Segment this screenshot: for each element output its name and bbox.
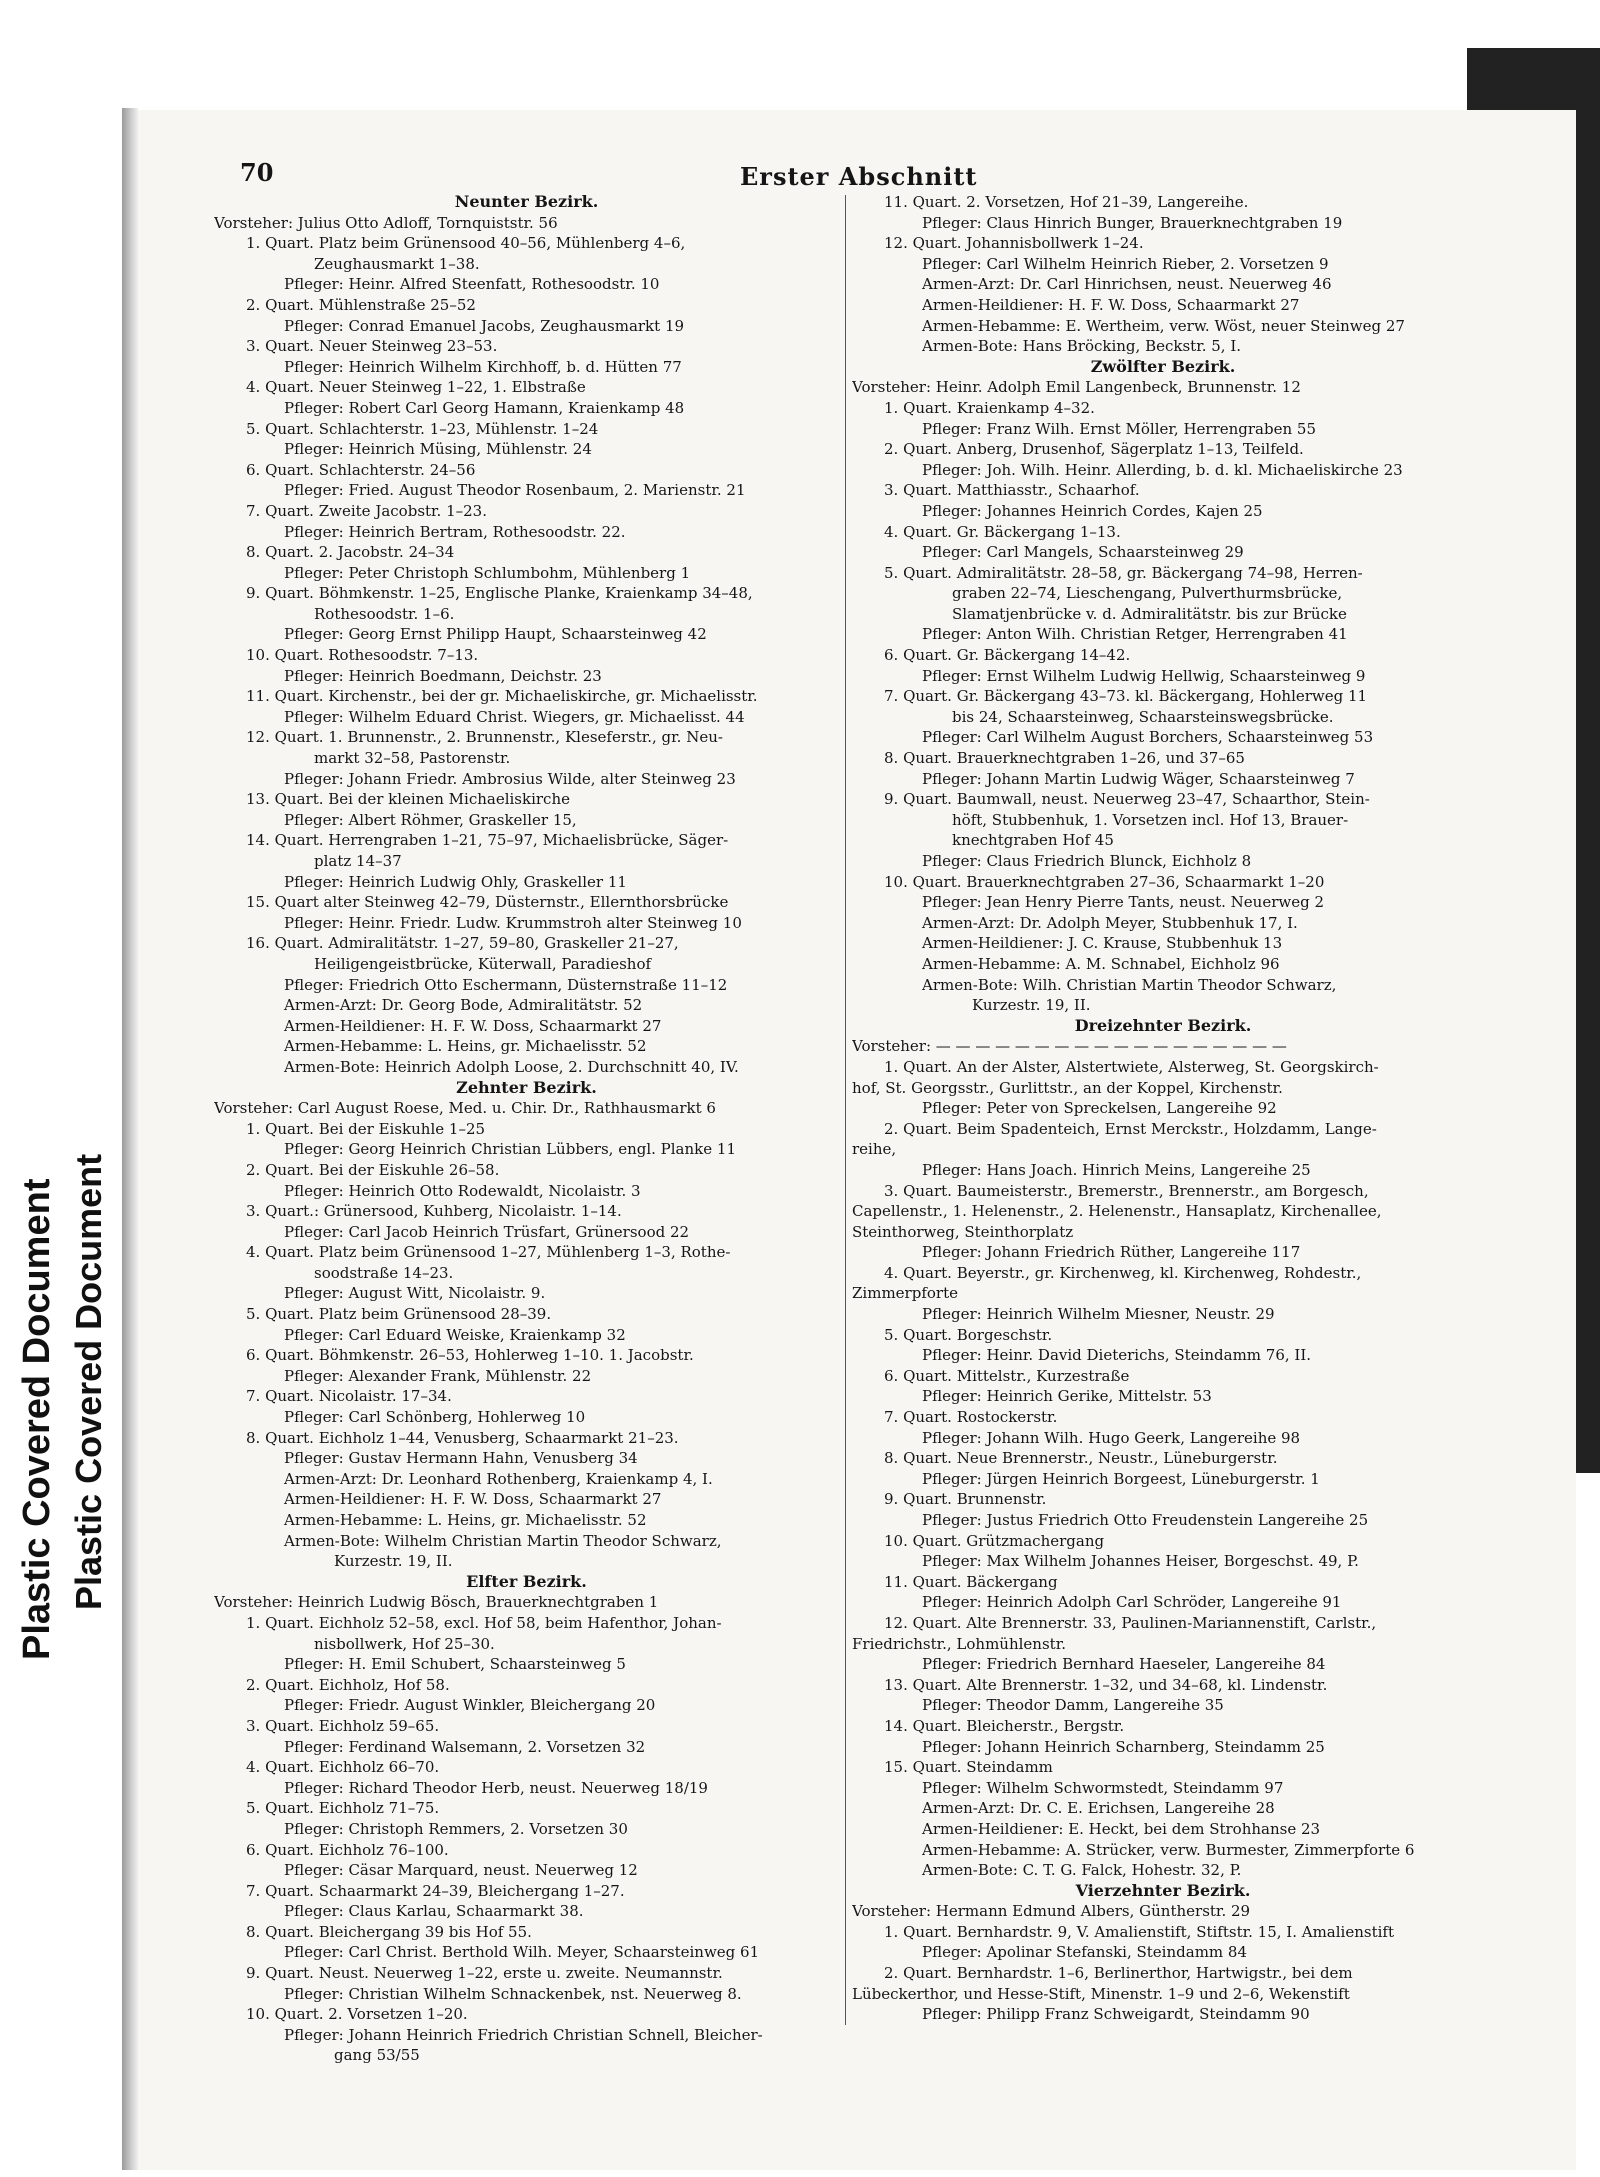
entry-line: 4. Quart. Eichholz 66–70. bbox=[246, 1758, 440, 1777]
entry-line: markt 32–58, Pastorenstr. bbox=[314, 749, 511, 768]
entry-line: Armen-Bote: Wilhelm Christian Martin Theodor Schwarz, bbox=[284, 1531, 722, 1550]
entry-line: Pfleger: Anton Wilh. Christian Retger, Herrengraben 41 bbox=[922, 625, 1348, 644]
entry-line: Armen-Heildiener: J. C. Krause, Stubbenhuk 13 bbox=[922, 934, 1283, 953]
entry-line: 13. Quart. Bei der kleinen Michaeliskirche bbox=[246, 790, 570, 809]
entry-line: Armen-Hebamme: A. Strücker, verw. Burmester, Zimmerpforte 6 bbox=[922, 1840, 1415, 1859]
entry-line: 7. Quart. Nicolaistr. 17–34. bbox=[246, 1387, 452, 1406]
entry-line: 13. Quart. Alte Brennerstr. 1–32, und 34–68, kl. Lindenstr. bbox=[884, 1675, 1328, 1694]
entry-line: 3. Quart. Matthiasstr., Schaarhof. bbox=[884, 481, 1140, 500]
entry-line: Pfleger: Johann Heinrich Friedrich Christian Schnell, Bleicher- bbox=[284, 2025, 763, 2044]
entry-line: Pfleger: Heinrich Otto Rodewaldt, Nicolaistr. 3 bbox=[284, 1181, 641, 1200]
entry-line: Pfleger: Carl Mangels, Schaarsteinweg 29 bbox=[922, 543, 1244, 562]
entry-line: platz 14–37 bbox=[314, 852, 402, 870]
entry-line: 11. Quart. Bäckergang bbox=[884, 1572, 1058, 1591]
entry-line: 8. Quart. Bleichergang 39 bis Hof 55. bbox=[246, 1922, 532, 1941]
entry-line: Armen-Bote: Hans Bröcking, Beckstr. 5, I. bbox=[922, 337, 1242, 356]
entry-line: Kurzestr. 19, II. bbox=[334, 1552, 453, 1571]
entry-line: 8. Quart. Brauerknechtgraben 1–26, und 37–65 bbox=[884, 749, 1245, 768]
entry-line: 12. Quart. 1. Brunnenstr., 2. Brunnenstr., Kleseferstr., gr. Neu- bbox=[246, 728, 723, 747]
entry-line: Pfleger: Georg Heinrich Christian Lübbers, engl. Planke 11 bbox=[284, 1140, 736, 1159]
entry-line: Pfleger: Jean Henry Pierre Tants, neust. Neuerweg 2 bbox=[922, 893, 1324, 912]
entry-line: 11. Quart. Kirchenstr., bei der gr. Michaeliskirche, gr. Michaelisstr. bbox=[246, 687, 758, 706]
entry-line: Armen-Hebamme: A. M. Schnabel, Eichholz 96 bbox=[922, 954, 1280, 973]
side-label-vertical bbox=[16, 560, 109, 1660]
entry-line: 4. Quart. Neuer Steinweg 1–22, 1. Elbstraße bbox=[246, 378, 586, 397]
entry-line: Armen-Heildiener: H. F. W. Doss, Schaarmarkt 27 bbox=[284, 1490, 662, 1509]
entry-line: 15. Quart. Steindamm bbox=[884, 1758, 1053, 1777]
entry-line: Steinthorweg, Steinthorplatz bbox=[852, 1222, 1074, 1241]
entry-line: Pfleger: Johann Friedrich Rüther, Langereihe 117 bbox=[922, 1243, 1301, 1262]
entry-line: 6. Quart. Mittelstr., Kurzestraße bbox=[884, 1366, 1130, 1385]
entry-line: Pfleger: Wilhelm Schwormstedt, Steindamm 97 bbox=[922, 1778, 1284, 1797]
entry-line: Pfleger: Apolinar Stefanski, Steindamm 84 bbox=[922, 1943, 1247, 1962]
entry-line: 15. Quart alter Steinweg 42–79, Düsternstr., Ellernthorsbrücke bbox=[246, 893, 729, 912]
entry-line: 10. Quart. Rothesoodstr. 7–13. bbox=[246, 646, 479, 665]
entry-line: 2. Quart. Eichholz, Hof 58. bbox=[246, 1675, 450, 1694]
entry-line: Pfleger: Franz Wilh. Ernst Möller, Herrengraben 55 bbox=[922, 419, 1316, 438]
entry-line: 11. Quart. 2. Vorsetzen, Hof 21–39, Langereihe. bbox=[884, 193, 1249, 211]
entry-line: 14. Quart. Herrengraben 1–21, 75–97, Michaelisbrücke, Säger- bbox=[246, 831, 729, 850]
entry-line: Vorsteher: Heinr. Adolph Emil Langenbeck, Brunnenstr. 12 bbox=[852, 378, 1301, 397]
entry-line: Pfleger: Conrad Emanuel Jacobs, Zeughausmarkt 19 bbox=[284, 316, 685, 335]
entry-line: Pfleger: Carl Jacob Heinrich Trüsfart, Grünersood 22 bbox=[284, 1222, 690, 1241]
entry-line: Pfleger: Claus Karlau, Schaarmarkt 38. bbox=[284, 1902, 584, 1921]
entry-line: Pfleger: Heinrich Boedmann, Deichstr. 23 bbox=[284, 666, 602, 685]
entry-line: 6. Quart. Böhmkenstr. 26–53, Hohlerweg 1–10. 1. Jacobstr. bbox=[246, 1346, 694, 1365]
entry-line: 9. Quart. Neust. Neuerweg 1–22, erste u. zweite. Neumannstr. bbox=[246, 1964, 723, 1983]
entry-line: Pfleger: Carl Wilhelm August Borchers, Schaarsteinweg 53 bbox=[922, 728, 1374, 747]
entry-line: 4. Quart. Platz beim Grünensood 1–27, Mühlenberg 1–3, Rothe- bbox=[246, 1243, 731, 1262]
entry-line: 12. Quart. Alte Brennerstr. 33, Paulinen-Mariannenstift, Carlstr., bbox=[884, 1613, 1377, 1632]
entry-line: 5. Quart. Schlachterstr. 1–23, Mühlenstr. 1–24 bbox=[246, 419, 599, 438]
entry-line: 2. Quart. Beim Spadenteich, Ernst Merckstr., Holzdamm, Lange- bbox=[884, 1119, 1377, 1138]
entry-line: Pfleger: Claus Friedrich Blunck, Eichholz 8 bbox=[922, 852, 1252, 870]
entry-line: 5. Quart. Eichholz 71–75. bbox=[246, 1799, 440, 1818]
district-heading: Vierzehnter Bezirk. bbox=[1075, 1880, 1251, 1900]
entry-line: Heiligengeistbrücke, Küterwall, Paradieshof bbox=[314, 954, 652, 973]
entry-line: Pfleger: Claus Hinrich Bunger, Brauerknechtgraben 19 bbox=[922, 213, 1343, 232]
entry-line: Pfleger: Heinrich Adolph Carl Schröder, Langereihe 91 bbox=[922, 1593, 1342, 1612]
entry-line: Pfleger: Robert Carl Georg Hamann, Kraienkamp 48 bbox=[284, 398, 685, 417]
entry-line: 7. Quart. Schaarmarkt 24–39, Bleichergang 1–27. bbox=[246, 1881, 625, 1900]
entry-line: Pfleger: Johann Wilh. Hugo Geerk, Langereihe 98 bbox=[922, 1428, 1301, 1447]
entry-line: Pfleger: August Witt, Nicolaistr. 9. bbox=[284, 1284, 546, 1303]
district-heading: Neunter Bezirk. bbox=[454, 192, 599, 211]
entry-line: 1. Quart. Eichholz 52–58, excl. Hof 58, beim Hafenthor, Johan- bbox=[246, 1613, 722, 1632]
entry-line: Armen-Arzt: Dr. Georg Bode, Admiralitätstr. 52 bbox=[284, 996, 643, 1015]
page-number: 70 bbox=[240, 158, 274, 187]
entry-line: höft, Stubbenhuk, 1. Vorsetzen incl. Hof 13, Brauer- bbox=[952, 810, 1349, 829]
entry-line: Pfleger: Christoph Remmers, 2. Vorsetzen 30 bbox=[284, 1819, 628, 1838]
entry-line: soodstraße 14–23. bbox=[314, 1263, 454, 1282]
entry-line: Pfleger: Heinrich Wilhelm Kirchhoff, b. d. Hütten 77 bbox=[284, 357, 682, 376]
entry-line: Pfleger: Ferdinand Walsemann, 2. Vorsetzen 32 bbox=[284, 1737, 646, 1756]
entry-line: 10. Quart. 2. Vorsetzen 1–20. bbox=[246, 2005, 468, 2024]
entry-line: Pfleger: Gustav Hermann Hahn, Venusberg 34 bbox=[284, 1449, 638, 1468]
entry-line: 3. Quart. Eichholz 59–65. bbox=[246, 1716, 440, 1735]
page-title: Erster Abschnitt bbox=[740, 162, 978, 191]
entry-line: Pfleger: Johann Friedr. Ambrosius Wilde, alter Steinweg 23 bbox=[284, 769, 736, 788]
entry-line: 2. Quart. Bernhardstr. 1–6, Berlinerthor, Hartwigstr., bei dem bbox=[884, 1964, 1353, 1983]
entry-line: Pfleger: Carl Wilhelm Heinrich Rieber, 2. Vorsetzen 9 bbox=[922, 254, 1329, 273]
entry-line: 3. Quart.: Grünersood, Kuhberg, Nicolaistr. 1–14. bbox=[246, 1202, 622, 1221]
entry-line: reihe, bbox=[852, 1140, 897, 1159]
entry-line: Pfleger: Justus Friedrich Otto Freudenstein Langereihe 25 bbox=[922, 1511, 1369, 1529]
entry-line: 6. Quart. Schlachterstr. 24–56 bbox=[246, 460, 476, 479]
entry-line: graben 22–74, Lieschengang, Pulverthurmsbrücke, bbox=[952, 584, 1343, 603]
entry-line: Armen-Arzt: Dr. Leonhard Rothenberg, Kraienkamp 4, I. bbox=[284, 1469, 713, 1488]
entry-line: Pfleger: H. Emil Schubert, Schaarsteinweg 5 bbox=[284, 1655, 626, 1674]
entry-line: 2. Quart. Mühlenstraße 25–52 bbox=[246, 295, 476, 314]
entry-line: Pfleger: Alexander Frank, Mühlenstr. 22 bbox=[284, 1366, 592, 1385]
entry-line: Lübeckerthor, und Hesse-Stift, Minenstr. 1–9 und 2–6, Wekenstift bbox=[852, 1984, 1350, 2003]
entry-line: Pfleger: Carl Eduard Weiske, Kraienkamp 32 bbox=[284, 1325, 626, 1344]
entry-line: 1. Quart. Kraienkamp 4–32. bbox=[884, 398, 1095, 417]
entry-line: Pfleger: Heinrich Ludwig Ohly, Graskeller 11 bbox=[284, 872, 627, 891]
entry-line: 9. Quart. Brunnenstr. bbox=[884, 1490, 1047, 1509]
entry-line: Armen-Arzt: Dr. Carl Hinrichsen, neust. Neuerweg 46 bbox=[922, 275, 1332, 294]
entry-line: Pfleger: Johann Martin Ludwig Wäger, Schaarsteinweg 7 bbox=[922, 769, 1355, 788]
entry-line: Armen-Arzt: Dr. C. E. Erichsen, Langereihe 28 bbox=[922, 1799, 1275, 1818]
entry-line: Slamatjenbrücke v. d. Admiralitätstr. bis zur Brücke bbox=[952, 604, 1347, 623]
entry-line: Armen-Heildiener: E. Heckt, bei dem Strohhanse 23 bbox=[922, 1819, 1321, 1838]
entry-line: Armen-Hebamme: E. Wertheim, verw. Wöst, neuer Steinweg 27 bbox=[922, 316, 1405, 335]
entry-line: 1. Quart. Platz beim Grünensood 40–56, Mühlenberg 4–6, bbox=[246, 234, 686, 253]
entry-line: 12. Quart. Johannisbollwerk 1–24. bbox=[884, 234, 1144, 253]
entry-line: Pfleger: Ernst Wilhelm Ludwig Hellwig, Schaarsteinweg 9 bbox=[922, 666, 1366, 685]
entry-line: Pfleger: Friedr. August Winkler, Bleichergang 20 bbox=[284, 1696, 656, 1715]
entry-line: Armen-Hebamme: L. Heins, gr. Michaelisstr. 52 bbox=[284, 1037, 647, 1056]
entry-line: 3. Quart. Neuer Steinweg 23–53. bbox=[246, 337, 498, 356]
entry-line: Pfleger: Johann Heinrich Scharnberg, Steindamm 25 bbox=[922, 1737, 1325, 1756]
entry-line: Rothesoodstr. 1–6. bbox=[314, 604, 455, 623]
entry-line: Pfleger: Heinr. Friedr. Ludw. Krummstroh alter Steinweg 10 bbox=[284, 913, 742, 932]
entry-line: 5. Quart. Borgeschstr. bbox=[884, 1325, 1053, 1344]
entry-line: 1. Quart. Bernhardstr. 9, V. Amalienstift, Stiftstr. 15, I. Amalienstift bbox=[884, 1922, 1394, 1941]
entry-line: Pfleger: Philipp Franz Schweigardt, Steindamm 90 bbox=[922, 2005, 1310, 2024]
entry-line: Vorsteher: Julius Otto Adloff, Tornquiststr. 56 bbox=[214, 213, 558, 232]
entry-line: 5. Quart. Admiralitätstr. 28–58, gr. Bäckergang 74–98, Herren- bbox=[884, 563, 1363, 582]
entry-line: Pfleger: Hans Joach. Hinrich Meins, Langereihe 25 bbox=[922, 1160, 1311, 1179]
entry-line: gang 53/55 bbox=[334, 2046, 420, 2065]
entry-line: Pfleger: Joh. Wilh. Heinr. Allerding, b. d. kl. Michaeliskirche 23 bbox=[922, 460, 1403, 479]
entry-line: Pfleger: Wilhelm Eduard Christ. Wiegers, gr. Michaelisst. 44 bbox=[284, 707, 745, 726]
entry-line: Pfleger: Peter von Spreckelsen, Langereihe 92 bbox=[922, 1099, 1277, 1118]
entry-line: 7. Quart. Rostockerstr. bbox=[884, 1408, 1058, 1427]
entry-line: 7. Quart. Zweite Jacobstr. 1–23. bbox=[246, 501, 487, 520]
side-label-partial: Plastic Covered Document bbox=[16, 1178, 58, 1660]
entry-line: Armen-Hebamme: L. Heins, gr. Michaelisstr. 52 bbox=[284, 1511, 647, 1529]
entry-line: Pfleger: Peter Christoph Schlumbohm, Mühlenberg 1 bbox=[284, 563, 691, 582]
entry-line: 2. Quart. Anberg, Drusenhof, Sägerplatz 1–13, Teilfeld. bbox=[884, 440, 1304, 459]
page-binding-edge bbox=[122, 108, 138, 2170]
entry-line: Pfleger: Carl Christ. Berthold Wilh. Meyer, Schaarsteinweg 61 bbox=[284, 1943, 760, 1962]
entry-line: knechtgraben Hof 45 bbox=[952, 831, 1114, 850]
right-column bbox=[852, 192, 1474, 2025]
entry-line: Pfleger: Albert Röhmer, Graskeller 15, bbox=[284, 810, 577, 829]
entry-line: Pfleger: Heinrich Müsing, Mühlenstr. 24 bbox=[284, 440, 592, 459]
entry-line: 2. Quart. Bei der Eiskuhle 26–58. bbox=[246, 1160, 500, 1179]
entry-line: Armen-Arzt: Dr. Adolph Meyer, Stubbenhuk 17, I. bbox=[922, 913, 1298, 932]
entry-line: Vorsteher: Hermann Edmund Albers, Güntherstr. 29 bbox=[852, 1902, 1251, 1921]
entry-line: Armen-Heildiener: H. F. W. Doss, Schaarmarkt 27 bbox=[922, 295, 1300, 314]
entry-line: 1. Quart. An der Alster, Alstertwiete, Alsterweg, St. Georgskirch- bbox=[884, 1057, 1379, 1076]
district-heading: Zehnter Bezirk. bbox=[456, 1077, 597, 1097]
entry-line: Pfleger: Richard Theodor Herb, neust. Neuerweg 18/19 bbox=[284, 1778, 708, 1797]
entry-line: Pfleger: Heinrich Wilhelm Miesner, Neustr. 29 bbox=[922, 1305, 1275, 1324]
entry-line: 16. Quart. Admiralitätstr. 1–27, 59–80, Graskeller 21–27, bbox=[246, 934, 679, 953]
entry-line: Pfleger: Heinrich Gerike, Mittelstr. 53 bbox=[922, 1387, 1212, 1406]
entry-line: hof, St. Georgsstr., Gurlittstr., an der Koppel, Kirchenstr. bbox=[852, 1078, 1283, 1097]
entry-line: 5. Quart. Platz beim Grünensood 28–39. bbox=[246, 1305, 552, 1324]
entry-line: Pfleger: Jürgen Heinrich Borgeest, Lüneburgerstr. 1 bbox=[922, 1469, 1320, 1488]
entry-line: Pfleger: Max Wilhelm Johannes Heiser, Borgeschst. 49, P. bbox=[922, 1552, 1359, 1571]
entry-line: Pfleger: Fried. August Theodor Rosenbaum, 2. Marienstr. 21 bbox=[284, 481, 746, 500]
left-column bbox=[214, 192, 839, 2066]
column-divider bbox=[845, 195, 846, 2025]
entry-line: Pfleger: Christian Wilhelm Schnackenbek, nst. Neuerweg 8. bbox=[284, 1984, 742, 2003]
entry-line: 10. Quart. Grützmachergang bbox=[884, 1531, 1105, 1550]
entry-line: Pfleger: Theodor Damm, Langereihe 35 bbox=[922, 1696, 1224, 1715]
entry-line: 7. Quart. Gr. Bäckergang 43–73. kl. Bäckergang, Hohlerweg 11 bbox=[884, 687, 1368, 706]
entry-line: Vorsteher: Carl August Roese, Med. u. Chir. Dr., Rathhausmarkt 6 bbox=[214, 1099, 716, 1118]
entry-line: 9. Quart. Böhmkenstr. 1–25, Englische Planke, Kraienkamp 34–48, bbox=[246, 584, 753, 603]
entry-line: Armen-Heildiener: H. F. W. Doss, Schaarmarkt 27 bbox=[284, 1016, 662, 1035]
entry-line: Pfleger: Georg Ernst Philipp Haupt, Schaarsteinweg 42 bbox=[284, 625, 707, 644]
entry-line: 4. Quart. Gr. Bäckergang 1–13. bbox=[884, 522, 1121, 541]
entry-line: 9. Quart. Baumwall, neust. Neuerweg 23–47, Schaarthor, Stein- bbox=[884, 790, 1370, 809]
entry-line: 4. Quart. Beyerstr., gr. Kirchenweg, kl. Kirchenweg, Rohdestr., bbox=[884, 1263, 1362, 1282]
entry-line: Armen-Bote: Wilh. Christian Martin Theodor Schwarz, bbox=[922, 975, 1337, 994]
entry-line: 8. Quart. Eichholz 1–44, Venusberg, Schaarmarkt 21–23. bbox=[246, 1428, 679, 1447]
entry-line: bis 24, Schaarsteinweg, Schaarsteinswegsbrücke. bbox=[952, 707, 1334, 726]
entry-line: Pfleger: Friedrich Bernhard Haeseler, Langereihe 84 bbox=[922, 1655, 1326, 1674]
entry-line: 8. Quart. Neue Brennerstr., Neustr., Lüneburgerstr. bbox=[884, 1449, 1278, 1468]
entry-line: 14. Quart. Bleicherstr., Bergstr. bbox=[884, 1716, 1125, 1735]
side-label: Plastic Covered Document bbox=[68, 1153, 109, 1610]
entry-line: Vorsteher: — — — — — — — — — — — — — — — — — — bbox=[852, 1037, 1287, 1056]
entry-line: Pfleger: Heinrich Bertram, Rothesoodstr. 22. bbox=[284, 522, 626, 541]
entry-line: Kurzestr. 19, II. bbox=[972, 996, 1091, 1015]
entry-line: 3. Quart. Baumeisterstr., Bremerstr., Brennerstr., am Borgesch, bbox=[884, 1181, 1369, 1200]
entry-line: Pfleger: Heinr. Alfred Steenfatt, Rothesoodstr. 10 bbox=[284, 275, 660, 294]
entry-line: Pfleger: Heinr. David Dieterichs, Steindamm 76, II. bbox=[922, 1346, 1312, 1365]
entry-line: Pfleger: Johannes Heinrich Cordes, Kajen 25 bbox=[922, 501, 1263, 520]
entry-line: Pfleger: Cäsar Marquard, neust. Neuerweg 12 bbox=[284, 1861, 638, 1880]
entry-line: Zeughausmarkt 1–38. bbox=[314, 254, 480, 273]
entry-line: 8. Quart. 2. Jacobstr. 24–34 bbox=[246, 543, 455, 562]
entry-line: 10. Quart. Brauerknechtgraben 27–36, Schaarmarkt 1–20 bbox=[884, 872, 1325, 891]
entry-line: Vorsteher: Heinrich Ludwig Bösch, Brauerknechtgraben 1 bbox=[214, 1593, 659, 1612]
entry-line: Armen-Bote: C. T. G. Falck, Hohestr. 32, P. bbox=[922, 1861, 1242, 1880]
entry-line: Pfleger: Friedrich Otto Eschermann, Düsternstraße 11–12 bbox=[284, 975, 728, 994]
district-heading: Zwölfter Bezirk. bbox=[1090, 356, 1236, 376]
entry-line: 6. Quart. Eichholz 76–100. bbox=[246, 1840, 449, 1859]
entry-line: nisbollwerk, Hof 25–30. bbox=[314, 1634, 495, 1653]
entry-line: Capellenstr., 1. Helenenstr., 2. Helenenstr., Hansaplatz, Kirchenallee, bbox=[852, 1202, 1382, 1221]
entry-line: Zimmerpforte bbox=[852, 1284, 958, 1303]
entry-line: Armen-Bote: Heinrich Adolph Loose, 2. Durchschnitt 40, IV. bbox=[284, 1057, 739, 1076]
entry-line: 6. Quart. Gr. Bäckergang 14–42. bbox=[884, 646, 1131, 665]
entry-line: Friedrichstr., Lohmühlenstr. bbox=[852, 1634, 1066, 1653]
district-heading: Elfter Bezirk. bbox=[466, 1571, 587, 1591]
district-heading: Dreizehnter Bezirk. bbox=[1074, 1015, 1252, 1035]
entry-line: Pfleger: Carl Schönberg, Hohlerweg 10 bbox=[284, 1408, 586, 1427]
entry-line: 1. Quart. Bei der Eiskuhle 1–25 bbox=[246, 1119, 486, 1138]
